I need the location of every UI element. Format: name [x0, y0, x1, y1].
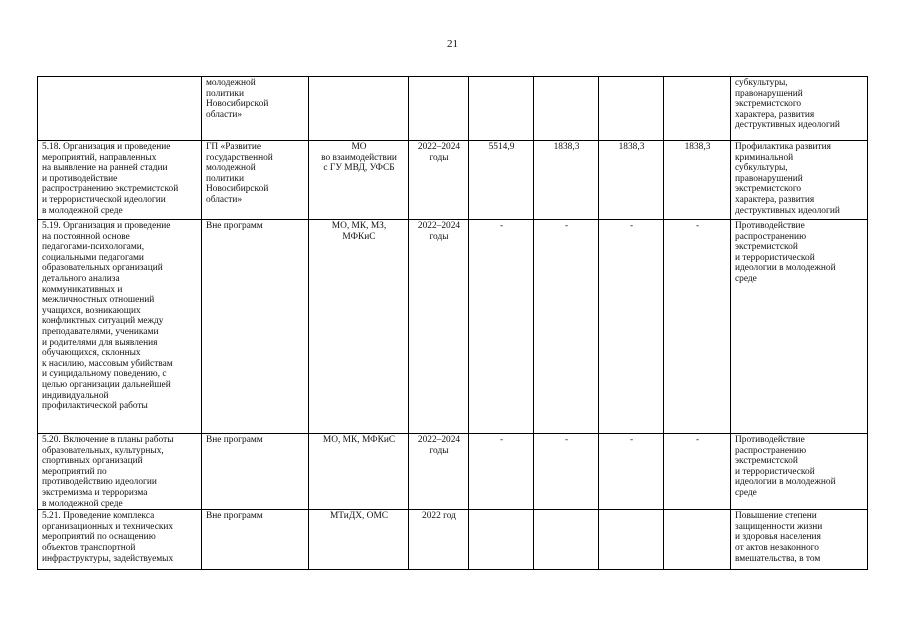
measure-name-cell: 5.21. Проведение комплекса организационных и технических мероприятий по оснащению объектов транспортной инфраструктуры, задействуемых: [38, 510, 202, 570]
funding-2023-cell: 1838,3: [599, 141, 664, 220]
period-cell: [409, 77, 469, 141]
measure-name-cell: 5.18. Организация и проведение мероприятий, направленных на выявление на ранней стадии и противодействие распространению экстремистской и террористической идеологии в молодежной среде: [38, 141, 202, 220]
period-cell: 2022–2024 годы: [409, 220, 469, 434]
expected-result-cell: Противодействие распространению экстремистской и террористической идеологии в молодежной среде: [731, 434, 868, 510]
total-funding-cell: [469, 77, 534, 141]
expected-result-cell: Повышение степени защищенности жизни и здоровья населения от актов незаконного вмешательства, в том: [731, 510, 868, 570]
funding-2024-cell: 1838,3: [664, 141, 731, 220]
total-funding-cell: 5514,9: [469, 141, 534, 220]
funding-2024-cell: -: [664, 220, 731, 434]
funding-2024-cell: -: [664, 434, 731, 510]
period-cell: 2022–2024 годы: [409, 141, 469, 220]
funding-2022-cell: -: [534, 434, 599, 510]
program-cell: молодежной политики Новосибирской области»: [202, 77, 309, 141]
expected-result-cell: субкультуры, правонарушений экстремистского характера, развития деструктивных идеологий: [731, 77, 868, 141]
period-cell: 2022 год: [409, 510, 469, 570]
total-funding-cell: -: [469, 434, 534, 510]
funding-2023-cell: [599, 510, 664, 570]
funding-2023-cell: -: [599, 220, 664, 434]
measures-table: [37, 76, 868, 570]
total-funding-cell: -: [469, 220, 534, 434]
funding-2024-cell: [664, 77, 731, 141]
expected-result-cell: Противодействие распространению экстремистской и террористической идеологии в молодежной среде: [731, 220, 868, 434]
table-row: [38, 434, 868, 510]
program-cell: Вне программ: [202, 220, 309, 434]
funding-2022-cell: [534, 510, 599, 570]
measure-name-cell: [38, 77, 202, 141]
executor-cell: МО, МК, МФКиС: [309, 434, 409, 510]
executor-cell: [309, 77, 409, 141]
measure-name-cell: 5.20. Включение в планы работы образовательных, культурных, спортивных организаций мероприятий по противодействию идеологии экстремизма и терроризма в молодежной среде: [38, 434, 202, 510]
table-row: [38, 77, 868, 141]
program-cell: ГП «Развитие государственной молодежной политики Новосибирской области»: [202, 141, 309, 220]
funding-2022-cell: [534, 77, 599, 141]
funding-2023-cell: -: [599, 434, 664, 510]
measure-name-cell: 5.19. Организация и проведение на постоянной основе педагогами-психологами, социальными педагогами образовательных организаций детального анализа коммуникативных и межличностных отношений учащихся, возникающих конфликтных ситуаций между преподавателями, учениками и родителями для выявления обучающихся, склонных к насилию, массовым убийствам и суицидальному поведению, с целью организации дальнейшей индивидуальной профилактической работы: [38, 220, 202, 434]
executor-cell: МО, МК, МЗ, МФКиС: [309, 220, 409, 434]
executor-cell: МТиДХ, ОМС: [309, 510, 409, 570]
table-row: [38, 510, 868, 570]
funding-2022-cell: 1838,3: [534, 141, 599, 220]
funding-2023-cell: [599, 77, 664, 141]
funding-2024-cell: [664, 510, 731, 570]
table-row: [38, 141, 868, 220]
program-cell: Вне программ: [202, 434, 309, 510]
period-cell: 2022–2024 годы: [409, 434, 469, 510]
executor-cell: МО во взаимодействии с ГУ МВД, УФСБ: [309, 141, 409, 220]
expected-result-cell: Профилактика развития криминальной субкультуры, правонарушений экстремистского характера, развития деструктивных идеологий: [731, 141, 868, 220]
page-number: 21: [447, 38, 458, 50]
total-funding-cell: [469, 510, 534, 570]
program-cell: Вне программ: [202, 510, 309, 570]
funding-2022-cell: -: [534, 220, 599, 434]
table-row: [38, 220, 868, 434]
